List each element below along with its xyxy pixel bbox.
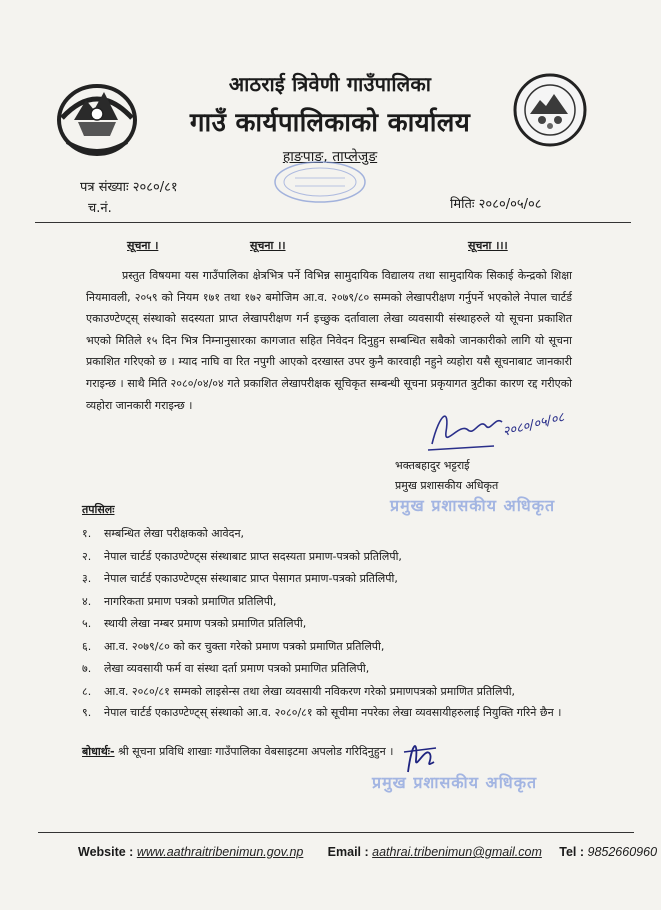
email-label: Email : — [327, 845, 369, 859]
tel-number: 9852660960 — [587, 845, 658, 859]
office-stamp — [270, 158, 370, 206]
website-link[interactable]: www.aathraitribenimun.gov.np — [136, 845, 304, 859]
signatory-name: भक्तबहादुर भट्टराई — [395, 459, 470, 472]
list-item: २. नेपाल चार्टर्ड एकाउण्टेण्ट्स संस्थाबाट प्राप्त सदस्यता प्रमाण-पत्रको प्रतिलिपी, — [82, 549, 402, 563]
nepal-emblem-logo — [52, 70, 142, 160]
website-label: Website : — [78, 845, 134, 859]
list-item: ४. नागरिकता प्रमाण पत्रको प्रमाणित प्रतिलिपी, — [82, 594, 277, 608]
email-link[interactable]: aathrai.tribenimun@gmail.com — [372, 845, 542, 859]
footer-contact — [78, 845, 657, 859]
cc-text: श्री सूचना प्रविधि शाखाः गाउँपालिका वेबसाइटमा अपलोड गरिदिनुहुन । — [114, 745, 394, 758]
cc-label: बोधार्थः- — [82, 745, 115, 758]
office-address: हाङपाङ, ताप्लेजुङ — [282, 149, 378, 165]
officer-stamp: प्रमुख प्रशासकीय अधिकृत — [390, 496, 556, 515]
office-title: गाउँ कार्यपालिकाको कार्यालय — [189, 108, 471, 138]
enclosure-heading: तपसिलः — [82, 503, 115, 516]
signature-date: २०८०/०५/०८ — [501, 410, 566, 440]
initial-signature-image — [400, 732, 440, 776]
signature-image — [420, 402, 580, 457]
list-item: ६. आ.व. २०७९/८० को कर चुक्ता गरेको प्रमाण पत्रको प्रमाणित प्रतिलिपी, — [82, 639, 385, 653]
list-item: ८. आ.व. २०८०/८१ सम्मको लाइसेन्स तथा लेखा व्यवसायी नविकरण गरेको प्रमाणपत्रको प्रमाणित प्रतिलिपी, — [82, 684, 516, 698]
notice-heading-2: सूचना ।। — [250, 239, 286, 252]
notice-body: प्रस्तुत विषयमा यस गाउँपालिका क्षेत्रभित्र पर्ने विभिन्न सामुदायिक विद्यालय तथा सामुदायिक सिकाई केन्द्रको शिक्षा नियमावली, २०५९ को नियम १७१ तथा १७२ बमोजिम आ.व. २०७९/८० सम्मको लेखापरीक्षण गर्नुपर्ने भएकोले नेपाल चार्टर्ड एकाउण्टेण्ट्स् संस्थाको सदस्यता प्राप्त लेखापरीक्षण गर्न इच्छुक दर्तावाला लेखा व्यवसायी संस्थाहरुले यो सूचना प्रकाशित भएको मितिले १५ दिन भित्र निम्नानुसारका कागजात सहित निवेदन दिनुहुन सम्बन्धित सबैको जानकारीको लागि यो सूचना प्रकाशित गरिएको छ । म्याद नाघि वा रित नपुगी आएको दरखास्त उपर कुनै कारवाही नहुने व्यहोरा यसै सूचनाबाट जानकारी गराइन्छ । साथै मिति २०८०/०४/०४ गते प्रकाशित लेखापरीक्षक सूचिकृत सम्बन्धी सूचना प्रकृयागत त्रुटीका कारण रद्द गरीएको व्यहोरा जानकारी गराइन्छ । — [86, 269, 572, 412]
tel-label: Tel : — [559, 845, 585, 859]
notice-heading-3: सूचना ।।। — [468, 239, 508, 252]
municipality-name: आठराई त्रिवेणी गाउँपालिका — [228, 72, 432, 96]
header-divider — [35, 222, 631, 223]
municipality-seal-logo — [512, 72, 588, 148]
officer-stamp-2: प्रमुख प्रशासकीय अधिकृत — [372, 773, 538, 792]
footer-divider — [38, 832, 634, 833]
enclosure-list — [82, 523, 592, 724]
list-item: १. सम्बन्धित लेखा परीक्षकको आवेदन, — [82, 527, 245, 540]
cc-note — [82, 744, 393, 759]
notice-heading-1: सूचना । — [127, 239, 159, 252]
dispatch-number: च.नं. — [88, 201, 112, 216]
list-item: ५. स्थायी लेखा नम्बर प्रमाण पत्रको प्रमाणित प्रतिलिपी, — [82, 617, 307, 630]
list-item: ७. लेखा व्यवसायी फर्म वा संस्था दर्ता प्रमाण पत्रको प्रमाणित प्रतिलिपी, — [82, 662, 370, 675]
list-item: ९. नेपाल चार्टर्ड एकाउण्टेण्ट्स् संस्थाको आ.व. २०८०/८१ को सूचीमा नपरेका लेखा व्यवसायीहरुलाई नियुक्ति गरिने छैन । — [82, 706, 562, 719]
list-item: ३. नेपाल चार्टर्ड एकाउण्टेण्ट्स संस्थाबाट प्राप्त पेसागत प्रमाण-पत्रको प्रतिलिपी, — [82, 572, 398, 585]
signatory-title: प्रमुख प्रशासकीय अधिकृत — [395, 479, 499, 492]
letter-date: मितिः २०८०/०५/०८ — [450, 197, 542, 212]
letter-number: पत्र संख्याः २०८०/८१ — [80, 180, 178, 195]
